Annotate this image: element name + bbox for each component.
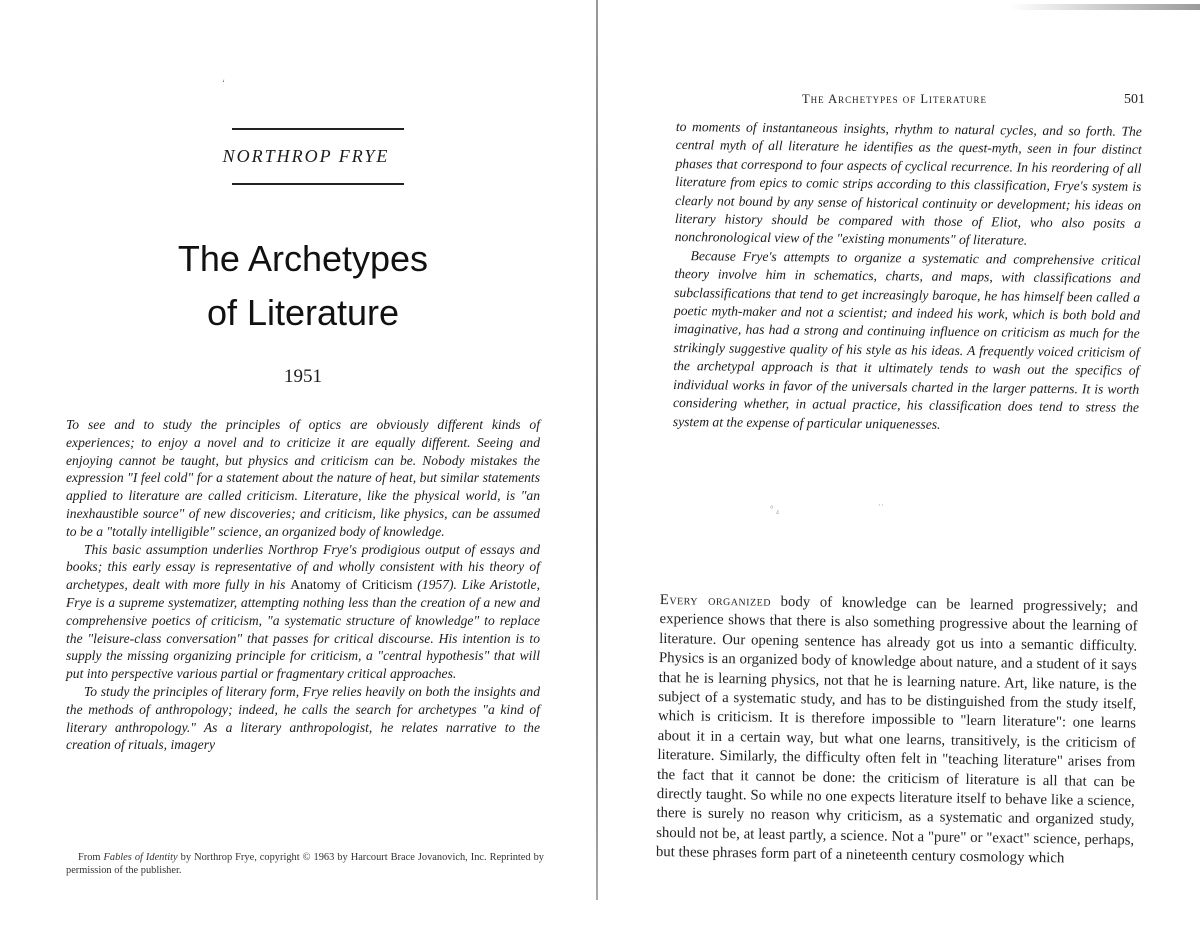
- left-page: [0, 0, 596, 927]
- intro-paragraph: To see and to study the principles of optics are obviously different kinds of experiences; to enjoy a novel and to criticize it are equally different. Seeing and enjoying cannot be taught, but physics and criticism can be. Nobody mistakes the expression "I feel cold" for a statement about the nature of heat, but similar statements applied to literature are called criticism. Literature, like the physical world, is "an inexhaustible source" of new discoveries; and criticism, like physics, can be assumed to be a "totally intelligible" science, an organized body of knowledge.: [66, 417, 540, 539]
- intro-paragraph: Because Frye's attempts to organize a systematic and comprehensive critical theory involve him in schematics, charts, and maps, with classifications and subclassifications that tend to get increasingly baroque, he has himself been called a poetic myth-maker and not a scientist; and indeed his work, which is both bold and imaginative, has had a strong and continuing influence on criticism as much for the strikingly suggestive quality of his style as his ideas. A frequently voiced criticism of the archetypal approach is that it ultimately tends to wash out the specifics of individual works in favor of the universals charted in the larger patterns. It is worth considering whether, in actual practice, his classification does tend to stress the system at the expense of particular uniquenesses.: [672, 248, 1141, 432]
- right-page: [600, 0, 1200, 927]
- essay-lead-in: Every organized: [659, 591, 772, 610]
- author-name: NORTHROP FRYE: [222, 146, 390, 166]
- running-head: The Archetypes of Literature: [802, 92, 987, 106]
- essay-text: body of knowledge can be learned progressively; and experience shows that there is also something progressive about the learning of literature. Our opening sentence has already got us into a semantic difficulty. Physics is an organized body of knowledge about nature, and a student of it says that he is learning physics, not that he is learning nature. Art, like nature, is the subject of a systematic study, and has to be distinguished from the study itself, which is criticism. It is therefore impossible to "learn literature": one learns about it in a certain way, but what one learns, transitively, is the criticism of literature. Similarly, the difficulty often felt in "teaching literature" arises from the fact that it cannot be done: the criticism of literature is all that can be directly taught. So while no one expects literature itself to behave like a science, there is surely no reason why criticism, as a systematic and organized study, should not be, at least partly, a science. Not a "pure" or "exact" science, perhaps, but these phrases form part of a nineteenth century cosmology which: [655, 593, 1138, 867]
- footnote-text: From: [78, 852, 101, 863]
- essay-paragraph: [656, 591, 1138, 870]
- intro-paragraph: To study the principles of literary form, Frye relies heavily on both the insights and the methods of anthropology; indeed, he calls the search for archetypes "a kind of literary anthropology." As a literary anthropologist, he relates narrative to the creation of rituals, imagery: [66, 683, 540, 753]
- title-line-1: The Archetypes: [177, 238, 429, 279]
- book-gutter: [596, 0, 598, 900]
- footnote-text: by Northrop Frye, copyright © 1963 by Harcourt Brace Jovanovich, Inc. Reprinted by permission of the publisher.: [66, 852, 545, 876]
- intro-paragraph: to moments of instantaneous insights, rhythm to natural cycles, and so forth. The central myth of all literature he identifies as the quest-myth, seen in four distinct phases that correspond to four aspects of cyclical recurrence. In his reordering of all literature from epics to comic strips according to this classification, Frye's system is clearly not bound by any sense of historical continuity or development; his ideas on literary history should be compared with those of Eliot, who also posits a nonchronological view of the "existing monuments" of literature.: [674, 118, 1142, 249]
- intro-text: (1957). Like Aristotle, Frye is a supreme systematizer, attempting nothing less than the creation of a new and comprehensive poetics of criticism, "a systematic structure of knowledge" to replace the "leisure-class conversation" that passes for critical discourse. His intention is to supply the missing organizing principle for criticism, a "central hypothesis" that will put into perspective various partial or fragmentary critical approaches.: [66, 577, 540, 682]
- intro-text: This basic assumption underlies Northrop Frye's prodigious output of essays and books; this early essay is representative of and wholly consistent with his theory of archetypes, dealt with more fully in his: [66, 541, 540, 593]
- book-title-anatomy: Anatomy of Criticism: [290, 577, 413, 593]
- scan-specks: ··: [878, 500, 884, 510]
- author-rule-bottom: [232, 183, 404, 185]
- editorial-introduction: [66, 416, 540, 754]
- scan-specks: ° ₄: [770, 504, 779, 514]
- title-line-2: of Literature: [206, 292, 400, 333]
- chapter-title: [130, 232, 476, 340]
- scan-mark: ‘: [222, 78, 225, 88]
- intro-paragraph: [66, 541, 540, 683]
- essay-body: [656, 591, 1138, 870]
- author-rule-top: [232, 128, 404, 130]
- editorial-introduction-continued: [673, 118, 1142, 436]
- source-footnote: [66, 851, 544, 877]
- publication-year: 1951: [284, 366, 322, 387]
- page-number: 501: [1124, 92, 1145, 107]
- footnote-book-title: Fables of Identity: [103, 852, 178, 863]
